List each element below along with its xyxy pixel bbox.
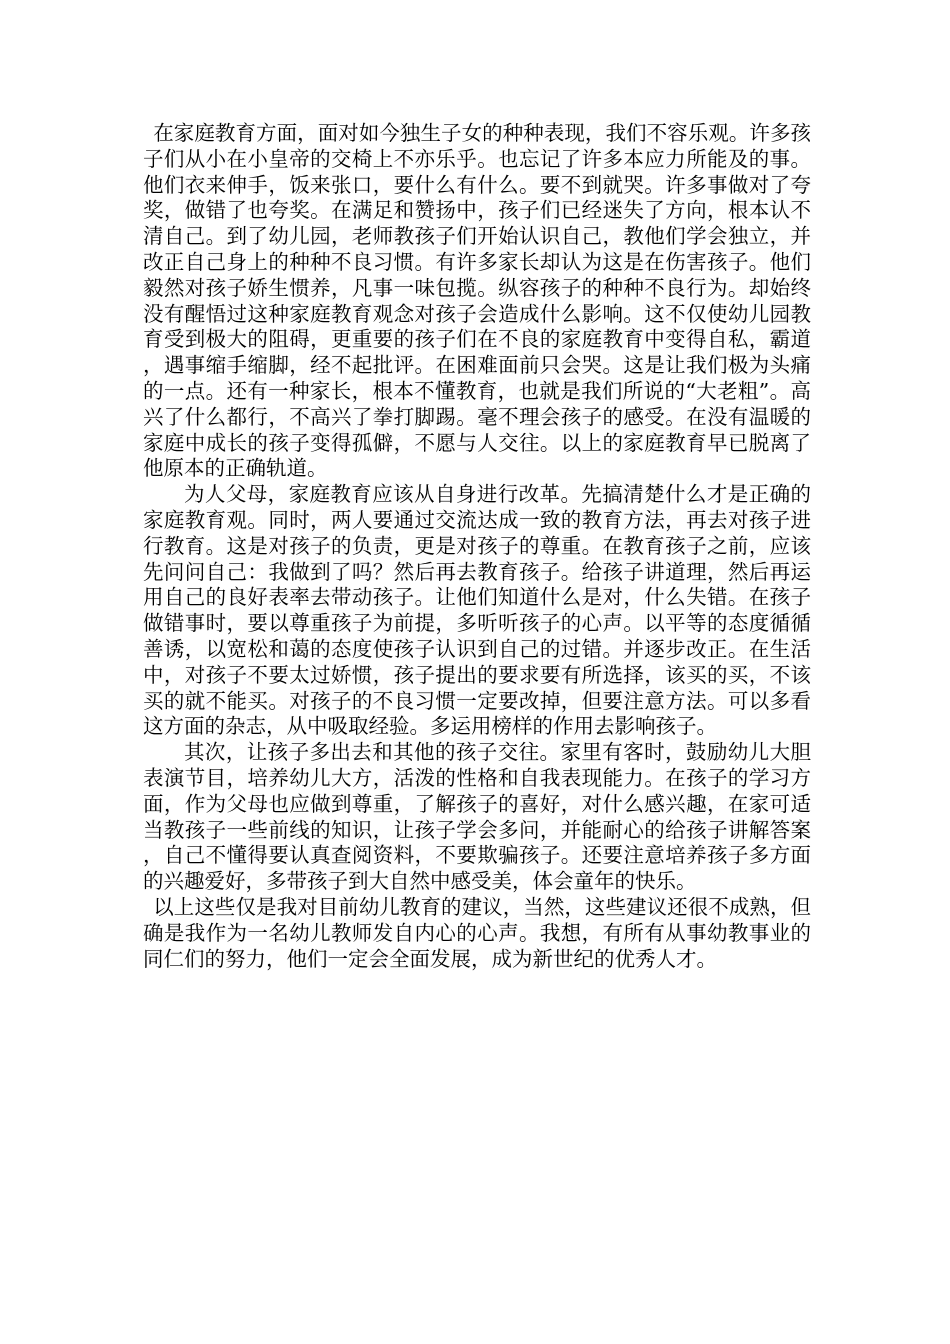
paragraph-parent-reform: 为人父母，家庭教育应该从自身进行改革。先搞清楚什么才是正确的家庭教育观。同时，两人要通过交流达成一致的教育方法，再去对孩子进行教育。这是对孩子的负责，更是对孩子的尊重。在教育孩子之前，应该先问问自己：我做到了吗？然后再去教育孩子。给孩子讲道理，然后再运用自己的良好表率去带动孩子。让他们知道什么是对，什么失错。在孩子做错事时，要以尊重孩子为前提，多听听孩子的心声。以平等的态度循循善诱，以宽松和蔼的态度使孩子认识到自己的过错。并逐步改正。在生活中，对孩子不要太过娇惯，孩子提出的要求要有所选择，该买的买，不该买的就不能买。对孩子的不良习惯一定要改掉，但要注意方法。可以多看这方面的杂志，从中吸取经验。多运用榜样的作用去影响孩子。 <box>143 482 811 739</box>
document-body <box>143 121 811 972</box>
paragraph-family-education-problems: 在家庭教育方面，面对如今独生子女的种种表现，我们不容乐观。许多孩子们从小在小皇帝的交椅上不亦乐乎。也忘记了许多本应力所能及的事。他们衣来伸手，饭来张口，要什么有什么。要不到就哭。许多事做对了夸奖，做错了也夸奖。在满足和赞扬中，孩子们已经迷失了方向，根本认不清自己。到了幼儿园，老师教孩子们开始认识自己，教他们学会独立，并改正自己身上的种种不良习惯。有许多家长却认为这是在伤害孩子。他们毅然对孩子娇生惯养，凡事一味包揽。纵容孩子的种种不良行为。却始终没有醒悟过这种家庭教育观念对孩子会造成什么影响。这不仅使幼儿园教育受到极大的阻碍，更重要的孩子们在不良的家庭教育中变得自私，霸道，遇事缩手缩脚，经不起批评。在困难面前只会哭。这是让我们极为头痛的一点。还有一种家长，根本不懂教育，也就是我们所说的“大老粗”。高兴了什么都行，不高兴了拳打脚踢。毫不理会孩子的感受。在没有温暖的家庭中成长的孩子变得孤僻，不愿与人交往。以上的家庭教育早已脱离了他原本的正确轨道。 <box>143 121 811 481</box>
paragraph-social-interaction: 其次，让孩子多出去和其他的孩子交往。家里有客时，鼓励幼儿大胆表演节目，培养幼儿大方，活泼的性格和自我表现能力。在孩子的学习方面，作为父母也应做到尊重，了解孩子的喜好，对什么感兴趣，在家可适当教孩子一些前线的知识，让孩子学会多问，并能耐心的给孩子讲解答案，自己不懂得要认真查阅资料，不要欺骗孩子。还要注意培养孩子多方面的兴趣爱好，多带孩子到大自然中感受美，体会童年的快乐。 <box>143 740 811 894</box>
paragraph-conclusion: 以上这些仅是我对目前幼儿教育的建议，当然，这些建议还很不成熟，但确是我作为一名幼儿教师发自内心的心声。我想，有所有从事幼教事业的同仁们的努力，他们一定会全面发展，成为新世纪的优秀人才。 <box>143 894 811 971</box>
